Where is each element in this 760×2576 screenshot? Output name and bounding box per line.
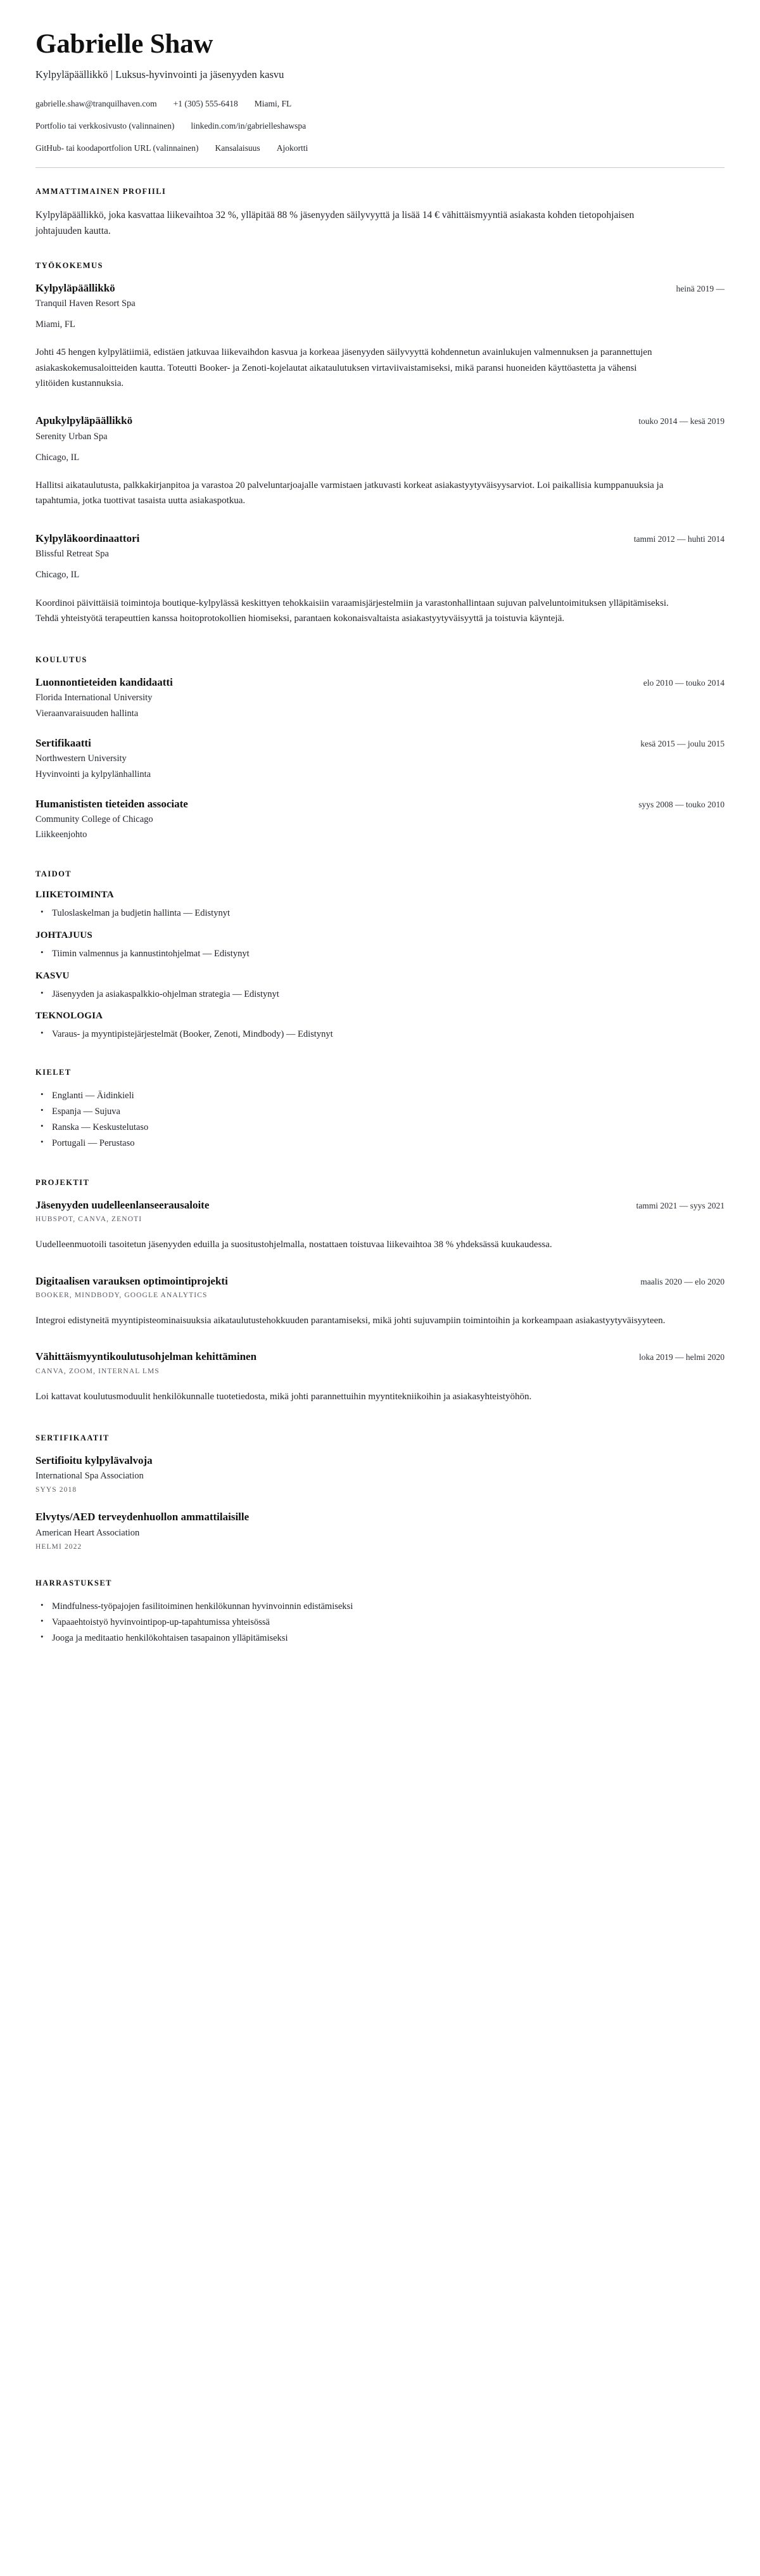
section-languages [35, 1068, 725, 1151]
hobby-list [35, 1599, 725, 1646]
skill-list [35, 987, 725, 1003]
experience-description: Hallitsi aikataulutusta, palkkakirjanpitoa ja varastoa 20 palveluntarjoajalle varmistaen jatkuvasti korkeat asiakastyytyväisyysarviot. Loi paikallisia kumppanuuksia ja tapahtumia, jotka tuottivat tasaista uutta asiakaspotkua. [35, 480, 664, 506]
certificate-date: HELMI 2022 [35, 1542, 82, 1551]
project-entry [35, 1274, 725, 1329]
section-education [35, 655, 725, 842]
hobby-item: • Mindfulness-työpajojen fasilitoiminen henkilökunnan hyvinvoinnin edistämiseksi [52, 1599, 725, 1615]
project-date: loka 2019 — helmi 2020 [639, 1352, 725, 1362]
experience-company: Blissful Retreat Spa [35, 548, 109, 559]
experience-entry [35, 414, 725, 508]
certificate-date: SYYS 2018 [35, 1486, 77, 1494]
education-degree: Sertifikaatti [35, 736, 91, 749]
header-divider [35, 167, 725, 168]
project-entry [35, 1350, 725, 1404]
profile-text: Kylpyläpäällikkö, joka kasvattaa liikevaihtoa 32 %, ylläpitää 88 % jäsenyyden säilyvyyttä ja lisää 14 € vähittäismyyntiä asiakasta kohden tietopohjaisen johtajuuden kautta. [35, 210, 635, 237]
skill-group-title: JOHTAJUUS [35, 930, 92, 940]
skill-list [35, 906, 725, 921]
education-field: Hyvinvointi ja kylpylänhallinta [35, 769, 151, 779]
experience-date: tammi 2012 — huhti 2014 [633, 534, 725, 544]
section-title-hobbies: HARRASTUKSET [35, 1578, 112, 1587]
project-date: maalis 2020 — elo 2020 [640, 1276, 725, 1286]
project-stack: HUBSPOT, CANVA, ZENOTI [35, 1215, 142, 1224]
skill-group [35, 971, 725, 1003]
experience-date: touko 2014 — kesä 2019 [638, 416, 725, 426]
education-date: syys 2008 — touko 2010 [638, 799, 725, 809]
contact-row-3 [35, 142, 725, 155]
experience-job-title: Apukylpyläpäällikkö [35, 414, 133, 427]
candidate-headline: Kylpyläpäällikkö | Luksus-hyvinvointi ja jäsenyyden kasvu [35, 68, 284, 81]
language-item: • Englanti — Äidinkieli [52, 1088, 725, 1104]
education-field: Liikkeenjohto [35, 830, 87, 840]
skill-group [35, 890, 725, 921]
experience-entry-head [35, 281, 725, 295]
skill-group-title: KASVU [35, 970, 70, 981]
project-title: Digitaalisen varauksen optimointiprojekti [35, 1274, 228, 1287]
language-item: • Espanja — Sujuva [52, 1104, 725, 1120]
project-entry [35, 1198, 725, 1253]
education-entry-head [35, 736, 725, 750]
section-title-experience: TYÖKOKEMUS [35, 260, 103, 270]
project-stack: BOOKER, MINDBODY, GOOGLE ANALYTICS [35, 1291, 208, 1299]
skill-list [35, 946, 725, 962]
project-title: Vähittäismyyntikoulutusohjelman kehittäminen [35, 1350, 257, 1363]
section-experience [35, 261, 725, 627]
section-projects [35, 1178, 725, 1404]
experience-job-title: Kylpyläpäällikkö [35, 281, 115, 294]
certificate-entry [35, 1510, 725, 1551]
experience-entry [35, 532, 725, 626]
education-entry-head [35, 797, 725, 811]
skill-list [35, 1027, 725, 1042]
education-school: Florida International University [35, 693, 153, 703]
experience-date: heinä 2019 — [676, 283, 725, 293]
project-entry-head [35, 1350, 725, 1363]
experience-location: Miami, FL [35, 319, 75, 330]
skill-group [35, 1011, 725, 1042]
hobby-item: • Jooga ja meditaatio henkilökohtaisen tasapainon ylläpitämiseksi [52, 1631, 725, 1646]
contact-row-1 [35, 98, 725, 110]
education-school: Community College of Chicago [35, 814, 153, 825]
experience-entry [35, 281, 725, 392]
certificate-issuer: International Spa Association [35, 1471, 144, 1482]
section-hobbies [35, 1579, 725, 1646]
language-list [35, 1088, 725, 1151]
experience-location: Chicago, IL [35, 452, 80, 463]
skill-item: • Jäsenyyden ja asiakaspalkkio-ohjelman strategia — Edistynyt [52, 987, 725, 1003]
experience-company: Serenity Urban Spa [35, 431, 108, 442]
contact-nationality: Kansalaisuus [215, 143, 260, 153]
skill-group [35, 930, 725, 962]
language-item: • Ranska — Keskustelutaso [52, 1120, 725, 1136]
section-profile [35, 187, 725, 239]
education-school: Northwestern University [35, 753, 127, 764]
contact-row-2 [35, 120, 725, 132]
resume-header [35, 29, 725, 155]
section-title-profile: AMMATTIMAINEN PROFIILI [35, 187, 167, 196]
contact-github[interactable]: GitHub- tai koodaportfolion URL (valinnainen) [35, 143, 199, 153]
hobby-item: • Vapaaehtoistyö hyvinvointipop-up-tapahtumissa yhteisössä [52, 1615, 725, 1631]
experience-entry-head [35, 532, 725, 545]
skill-group-title: LIIKETOIMINTA [35, 889, 114, 900]
education-entry [35, 676, 725, 720]
education-entry-head [35, 676, 725, 689]
project-entry-head [35, 1274, 725, 1288]
skill-item: • Varaus- ja myyntipistejärjestelmät (Booker, Zenoti, Mindbody) — Edistynyt [52, 1027, 725, 1042]
project-date: tammi 2021 — syys 2021 [636, 1201, 725, 1211]
certificate-issuer: American Heart Association [35, 1527, 140, 1538]
section-title-skills: TAIDOT [35, 869, 72, 878]
education-field: Vieraanvaraisuuden hallinta [35, 708, 139, 719]
language-item: • Portugali — Perustaso [52, 1136, 725, 1151]
experience-description: Johti 45 hengen kylpylätiimiä, edistäen jatkuvaa liikevaihdon kasvua ja korkeaa jäsenyyden säilyvyyttä kohdennetun avainlukujen valmennuksen ja parannettujen asiakaskokemusaloitteiden kautta. Toteutti Booker- ja Zenoti-kojelautat aikataulutuksen virtaviivaistamiseksi, mikä paransi huoneiden käyttöastetta ja vähensi ylitöiden kustannuksia. [35, 347, 652, 388]
certificate-title: Sertifioitu kylpylävalvoja [35, 1454, 153, 1466]
education-degree: Luonnontieteiden kandidaatti [35, 676, 173, 689]
contact-phone[interactable]: +1 (305) 555-6418 [173, 98, 238, 108]
section-title-projects: PROJEKTIT [35, 1178, 90, 1188]
experience-location: Chicago, IL [35, 570, 80, 580]
section-skills [35, 869, 725, 1043]
contact-drivers-license: Ajokortti [276, 143, 308, 153]
project-stack: CANVA, ZOOM, INTERNAL LMS [35, 1367, 160, 1375]
contact-email[interactable]: gabrielle.shaw@tranquilhaven.com [35, 98, 157, 108]
section-title-education: KOULUTUS [35, 655, 87, 665]
experience-entry-head [35, 414, 725, 427]
education-date: elo 2010 — touko 2014 [643, 678, 725, 688]
skill-item: • Tiimin valmennus ja kannustintohjelmat — Edistynyt [52, 946, 725, 962]
skill-item: • Tuloslaskelman ja budjetin hallinta — Edistynyt [52, 906, 725, 921]
project-description: Integroi edistyneitä myyntipisteominaisuuksia aikataulutustehokkuuden parantamiseksi, mikä johti sujuvampiin toimintoihin ja korkeampaan asiakastyytyväisyyteen. [35, 1315, 666, 1326]
project-title: Jäsenyyden uudelleenlanseerausaloite [35, 1199, 210, 1212]
experience-job-title: Kylpyläkoordinaattori [35, 532, 140, 544]
experience-company: Tranquil Haven Resort Spa [35, 298, 136, 309]
contact-linkedin[interactable]: linkedin.com/in/gabrielleshawspa [191, 120, 307, 131]
section-certificates [35, 1433, 725, 1551]
project-description: Loi kattavat koulutusmoduulit henkilökunnalle tuotetiedosta, mikä johti parannettuihin myyntitekniikoihin ja asiakasyhteistyöhön. [35, 1391, 532, 1402]
section-title-certificates: SERTIFIKAATIT [35, 1433, 110, 1442]
section-title-languages: KIELET [35, 1068, 72, 1077]
contact-location: Miami, FL [254, 98, 292, 108]
contact-portfolio[interactable]: Portfolio tai verkkosivusto (valinnainen) [35, 120, 175, 131]
skill-group-title: TEKNOLOGIA [35, 1011, 103, 1022]
certificate-entry [35, 1454, 725, 1494]
experience-description: Koordinoi päivittäisiä toimintoja boutique-kylpylässä keskittyen tehokkaisiin varaamisjärjestelmiin ja varastonhallintaan sujuvan palveluntoimituksen ylläpitämiseksi. Tehdä yhteistyötä terapeuttien kanssa hoitoprotokollien hiomiseksi, parantaen kokonaisvaltaista asiakastyytyväisyyttä ja toistuvia käyntejä. [35, 598, 669, 624]
project-entry-head [35, 1198, 725, 1212]
project-description: Uudelleenmuotoili tasoitetun jäsenyyden eduilla ja suositustohjelmalla, nostattaen toistuvaa liikevaihtoa 38 % yhdeksässä kuukaudessa. [35, 1240, 552, 1250]
candidate-name: Gabrielle Shaw [35, 29, 213, 59]
education-date: kesä 2015 — joulu 2015 [640, 738, 725, 748]
education-entry [35, 736, 725, 781]
education-degree: Humanististen tieteiden associate [35, 797, 188, 810]
education-entry [35, 797, 725, 842]
certificate-title: Elvytys/AED terveydenhuollon ammattilaisille [35, 1511, 250, 1523]
